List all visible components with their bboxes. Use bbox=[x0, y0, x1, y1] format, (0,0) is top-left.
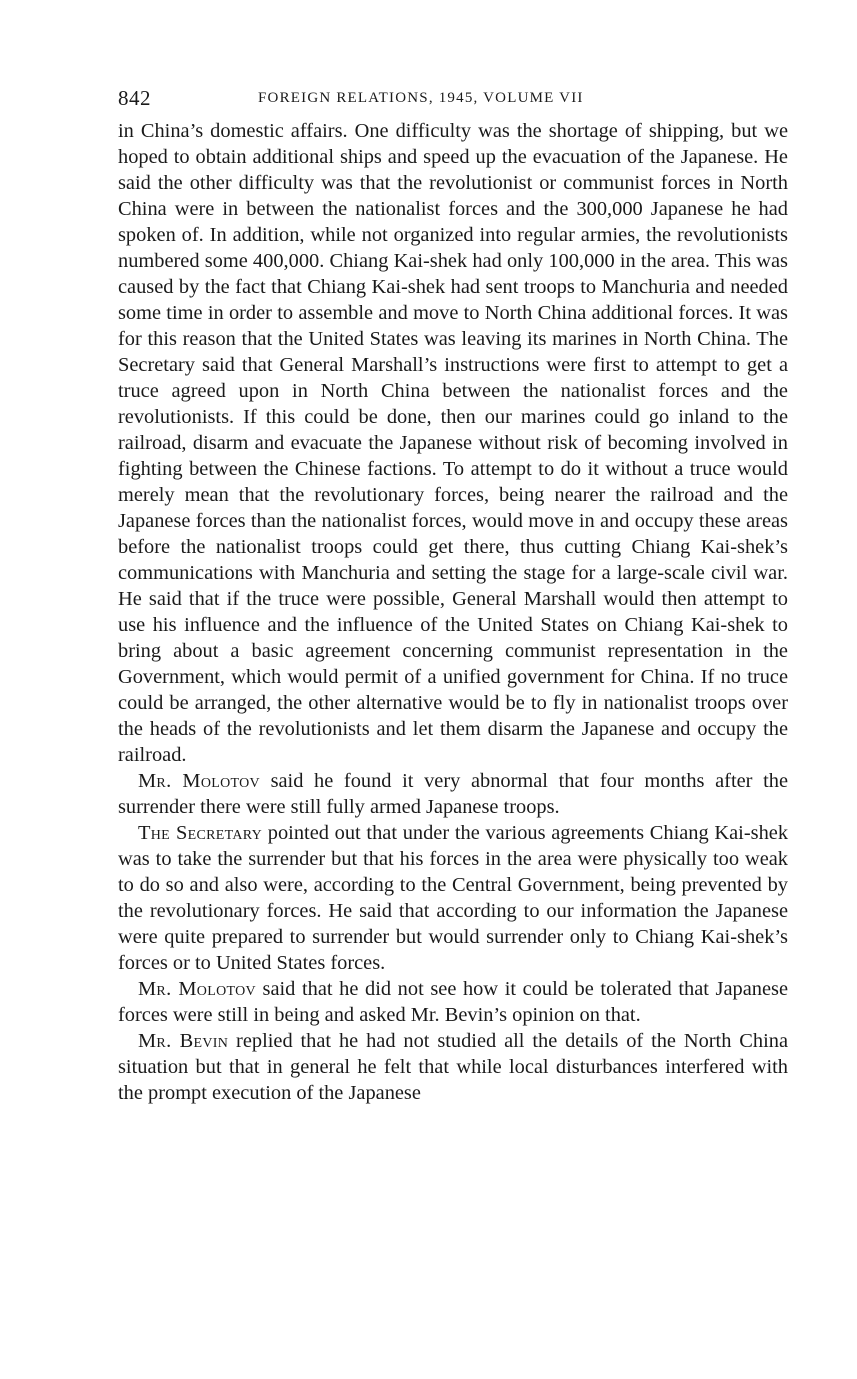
paragraph-text: said that he did not see how it could be tolerated that Japanese forces were still in being and asked Mr. Bevin’s opinion on that. bbox=[118, 978, 788, 1026]
paragraph-text: said he found it very abnormal that four months after the surrender there were still fully armed Japanese troops. bbox=[118, 770, 789, 818]
body-text bbox=[118, 118, 788, 1106]
paragraph-molotov-2 bbox=[118, 976, 788, 1028]
speaker-name: The Secretary bbox=[138, 822, 263, 844]
document-page bbox=[118, 84, 788, 1106]
paragraph-text: in China’s domestic affairs. One difficulty was the shortage of shipping, but we hoped to obtain additional ships and speed up the evacuation of the Japanese. He said the other difficulty was that the revolutionist or communist forces in North China were in between the nationalist forces and the 300,000 Japanese he had spoken of. In addition, while not organized into regular armies, the revolutionists numbered some 400,000. Chiang Kai-shek had only 100,000 in the area. This was caused by the fact that Chiang Kai-shek had sent troops to Manchuria and needed some time in order to assemble and move to North China additional forces. It was for this reason that the United States was leaving its marines in North China. The Secretary said that General Marshall’s instructions were first to attempt to get a truce agreed upon in North China between the nationalist forces and the revolutionists. If this could be done, then our marines could go inland to the railroad, disarm and evacuate the Japanese without risk of becoming involved in fighting between the Chinese factions. To attempt to do it without a truce would merely mean that the revolutionary forces, being nearer the railroad and the Japanese forces than the nationalist forces, would move in and occupy these areas before the nationalist troops could get there, thus cutting Chiang Kai-shek’s communications with Manchuria and setting the stage for a large-scale civil war. He said that if the truce were possible, General Marshall would then attempt to use his influence and the influence of the United States on Chiang Kai-shek to bring about a basic agreement concerning communist representation in the Government, which would permit of a unified government for China. If no truce could be arranged, the other alternative would be to fly in nationalist troops over the heads of the revolutionists and let them disarm the Japanese and occupy the railroad. bbox=[118, 120, 788, 766]
paragraph-molotov-1 bbox=[118, 768, 788, 820]
paragraph-secretary bbox=[118, 820, 788, 976]
speaker-name: Mr. Molotov bbox=[138, 978, 256, 1000]
running-head bbox=[118, 84, 788, 118]
paragraph-text: pointed out that under the various agreements Chiang Kai-shek was to take the surrender but that his forces in the area were physically too weak to do so and also were, according to the Central Government, being prevented by the revolutionary forces. He said that according to our information the Japanese were quite prepared to surrender but would surrender only to Chiang Kai-shek’s forces or to United States forces. bbox=[118, 822, 789, 974]
page-number: 842 bbox=[118, 86, 151, 110]
paragraph-text: replied that he had not studied all the details of the North China situation but that in general he felt that while local disturbances interfered with the prompt execution of the Japanese bbox=[118, 1030, 788, 1104]
paragraph-bevin bbox=[118, 1028, 788, 1106]
running-head-title: FOREIGN RELATIONS, 1945, VOLUME VII bbox=[258, 90, 584, 106]
paragraph-continuation bbox=[118, 118, 788, 768]
speaker-name: Mr. Bevin bbox=[138, 1030, 229, 1052]
speaker-name: Mr. Molotov bbox=[138, 770, 260, 792]
